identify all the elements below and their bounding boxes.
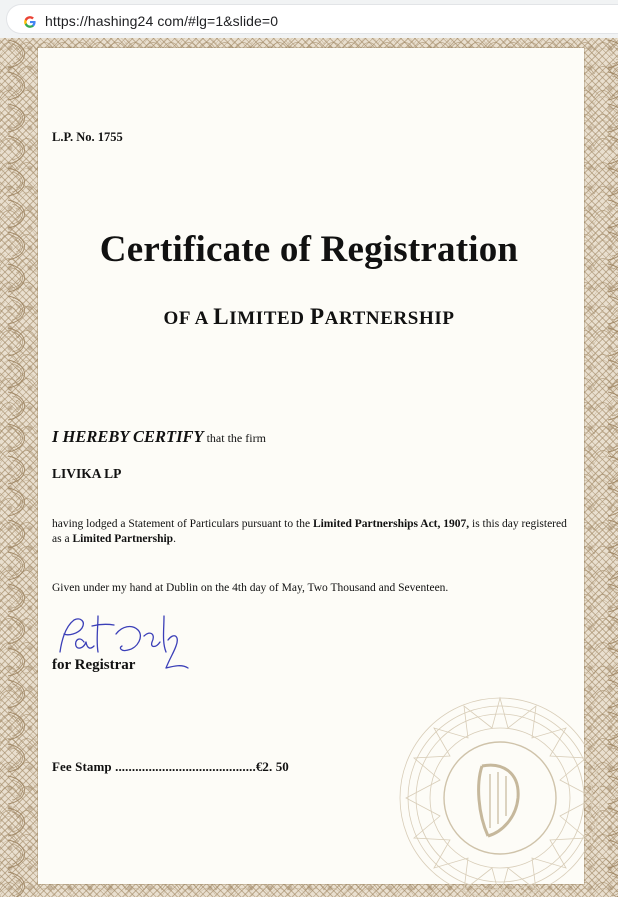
certify-statement: I HEREBY CERTIFY that the firm [52,427,266,446]
browser-toolbar [0,0,618,38]
fee-stamp: Fee Stamp ..........................................€2. 50 [52,759,289,774]
harp-icon [479,765,519,836]
address-bar[interactable] [6,4,618,34]
certificate-subtitle: OF A LIMITED PARTNERSHIP [163,304,455,329]
url-text[interactable]: https://hashing24 com/#lg=1&slide=0 [45,13,279,29]
certificate-title: Certificate of Registration [99,229,519,270]
given-under-hand: Given under my hand at Dublin on the 4th day of May, Two Thousand and Seventeen. [52,582,449,594]
google-icon [23,15,37,29]
harp-seal-watermark [390,688,610,897]
registration-paragraph: having lodged a Statement of Particulars pursuant to the Limited Partnerships Act, 1907, is this day registered as a Limited Partnership. [52,518,567,545]
lp-number: L.P. No. 1755 [52,130,123,144]
for-registrar-label: for Registrar [52,657,136,673]
firm-name: LIVIKA LP [52,466,122,481]
